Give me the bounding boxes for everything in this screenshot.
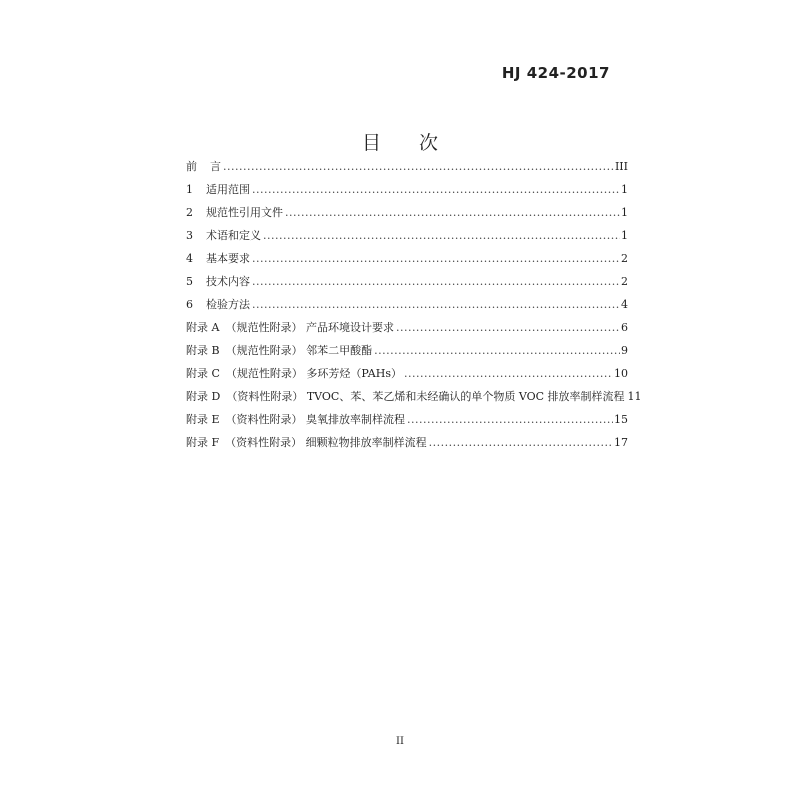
toc-entry-number: 5 — [186, 275, 193, 288]
table-of-contents — [186, 158, 642, 457]
toc-entry-foreword[interactable] — [186, 158, 628, 181]
toc-entry-page: 17 — [614, 436, 628, 449]
toc-entry-number: 3 — [186, 229, 193, 242]
toc-entry-page: 4 — [621, 298, 628, 311]
toc-entry-number: 附录 B — [186, 344, 220, 357]
toc-entry-label: 技术内容 — [206, 275, 250, 288]
toc-entry-label: 言 — [210, 160, 221, 173]
toc-entry-appendix-f[interactable] — [186, 434, 628, 457]
toc-entry-number: 6 — [186, 298, 193, 311]
dot-leader — [252, 183, 620, 196]
toc-entry-label: 检验方法 — [206, 298, 250, 311]
toc-entry-6[interactable] — [186, 296, 628, 319]
toc-entry-appendix-c[interactable] — [186, 365, 628, 388]
document-code: HJ 424-2017 — [501, 64, 610, 82]
toc-entry-appendix-b[interactable] — [186, 342, 628, 365]
toc-title: 目 次 — [361, 132, 455, 154]
toc-entry-2[interactable] — [186, 204, 628, 227]
toc-entry-number: 附录 C — [186, 367, 220, 380]
toc-entry-page: 2 — [621, 275, 628, 288]
toc-entry-appendix-d[interactable] — [186, 388, 642, 411]
toc-entry-page: 6 — [621, 321, 628, 334]
toc-entry-label: （资料性附录） 臭氧排放率制样流程 — [225, 413, 406, 426]
toc-entry-label: 术语和定义 — [206, 229, 261, 242]
toc-entry-number: 附录 D — [186, 390, 221, 403]
toc-entry-label: （规范性附录） 邻苯二甲酸酯 — [225, 344, 373, 357]
toc-entry-number: 2 — [186, 206, 193, 219]
dot-leader — [263, 229, 620, 242]
toc-entry-4[interactable] — [186, 250, 628, 273]
toc-entry-number: 附录 A — [186, 321, 220, 334]
dot-leader — [252, 298, 620, 311]
toc-entry-label: （资料性附录） 细颗粒物排放率制样流程 — [225, 436, 427, 449]
toc-entry-label: 规范性引用文件 — [206, 206, 283, 219]
dot-leader — [285, 206, 620, 219]
toc-entry-page: 1 — [621, 206, 628, 219]
toc-entry-label: 适用范围 — [206, 183, 250, 196]
dot-leader — [252, 275, 620, 288]
toc-entry-appendix-a[interactable] — [186, 319, 628, 342]
toc-entry-5[interactable] — [186, 273, 628, 296]
dot-leader — [252, 252, 620, 265]
toc-entry-page: 2 — [621, 252, 628, 265]
toc-entry-number: 前 — [186, 160, 197, 173]
toc-entry-appendix-e[interactable] — [186, 411, 628, 434]
toc-entry-1[interactable] — [186, 181, 628, 204]
toc-entry-page: 10 — [614, 367, 628, 380]
toc-entry-label: （规范性附录） 多环芳烃（PAHs） — [225, 367, 402, 380]
dot-leader — [404, 367, 613, 380]
toc-entry-number: 1 — [186, 183, 193, 196]
toc-entry-number: 4 — [186, 252, 193, 265]
toc-entry-label: （资料性附录） TVOC、苯、苯乙烯和未经确认的单个物质 VOC 排放率制样流程 — [226, 390, 625, 403]
dot-leader — [407, 413, 613, 426]
dot-leader — [396, 321, 620, 334]
toc-entry-page: 9 — [621, 344, 628, 357]
page-number: II — [396, 736, 404, 747]
toc-entry-page: 1 — [621, 229, 628, 242]
dot-leader — [374, 344, 620, 357]
toc-entry-label: （规范性附录） 产品环境设计要求 — [225, 321, 394, 334]
toc-entry-number: 附录 F — [186, 436, 220, 449]
toc-entry-3[interactable] — [186, 227, 628, 250]
toc-entry-page: 1 — [621, 183, 628, 196]
toc-entry-label: 基本要求 — [206, 252, 250, 265]
toc-entry-page: 15 — [614, 413, 628, 426]
toc-entry-page: III — [614, 160, 628, 173]
dot-leader — [223, 160, 614, 173]
dot-leader — [429, 436, 613, 449]
toc-entry-number: 附录 E — [186, 413, 220, 426]
toc-entry-page: 11 — [627, 390, 642, 403]
